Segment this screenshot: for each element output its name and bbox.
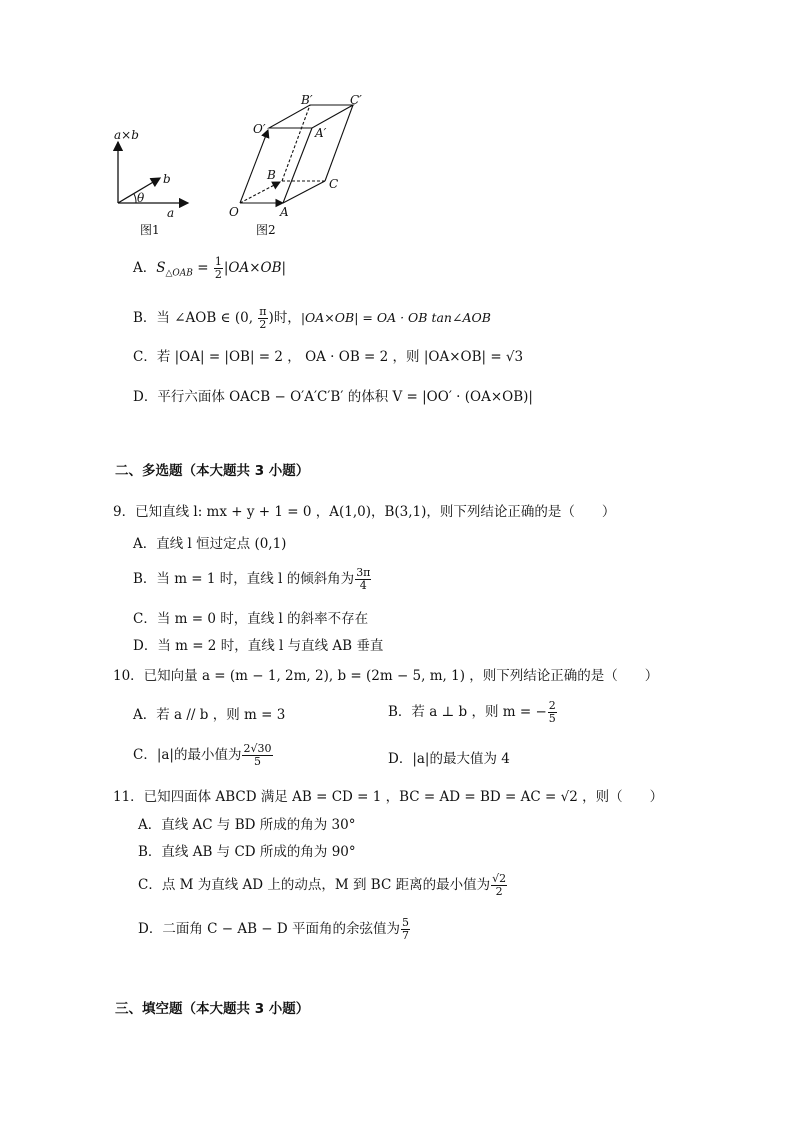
fig2-label-O: O — [229, 205, 239, 219]
q11-stem: 11．已知四面体 ABCD 满足 AB = CD = 1 ，BC = AD = BD = AC = √2 ，则（ ） — [113, 789, 664, 805]
fig2-label-O1: O′ — [253, 122, 266, 136]
q11-option-a: A．直线 AC 与 BD 所成的角为 30° — [138, 817, 356, 833]
fig1-label-b: b — [163, 172, 171, 186]
q10-stem: 10．已知向量 a = (m − 1, 2m, 2), b = (2m − 5, m, 1) ，则下列结论正确的是（ ） — [113, 668, 659, 684]
fig1-label-theta: θ — [137, 191, 145, 205]
fig2-label-B1: B′ — [301, 93, 313, 107]
q8-option-d: D．平行六面体 OACB − O′A′C′B′ 的体积 V = |OO′ · (OA×OB)| — [133, 389, 533, 405]
fig2-label-C: C — [329, 177, 339, 191]
fig2-label-A: A — [280, 205, 289, 219]
q11-option-b: B．直线 AB 与 CD 所成的角为 90° — [138, 844, 356, 860]
section-3-title: 三、填空题（本大题共 3 小题） — [115, 1001, 310, 1017]
q8-option-b: B．当 ∠AOB ∈ (0, $\frac{\pi}{2}$ )时，|OA×OB| = OA · OB tan∠AOB — [133, 305, 491, 331]
fig2-label-C1: C′ — [350, 93, 362, 107]
q11-option-d: D．二面角 C − AB − D 平面角的余弦值为 $\frac{5}{7}$ — [138, 916, 410, 942]
q9-option-c: C．当 m = 0 时，直线 l 的斜率不存在 — [133, 611, 369, 627]
fig1-label-axb: a×b — [114, 128, 139, 142]
figure-2-parallelepiped — [225, 95, 375, 220]
q8-option-a: A．$S_{\triangle OAB}$ = $\frac{1}{2}$ |OA×OB| — [133, 255, 287, 281]
section-2-title: 二、多选题（本大题共 3 小题） — [115, 463, 310, 479]
q10-option-c: C．|a|的最小值为 $\frac{2√30}{5}$ — [133, 742, 272, 768]
q10-option-a: A．若 a // b ，则 m = 3 — [133, 707, 286, 723]
q9-stem: 9．已知直线 l: mx + y + 1 = 0 ，A(1,0)，B(3,1)，则下列结论正确的是（ ） — [113, 504, 616, 520]
fig2-label-B: B — [267, 168, 276, 182]
q10-option-b: B．若 a ⊥ b ，则 m = − $\frac{2}{5}$ — [388, 699, 556, 725]
q9-option-a: A．直线 l 恒过定点 (0,1) — [133, 536, 287, 552]
fig1-caption: 图1 — [140, 223, 160, 237]
q8-option-c: C．若 |OA| = |OB| = 2 ， OA · OB = 2 ，则 |OA×OB| = √3 — [133, 349, 524, 365]
q10-option-d: D．|a|的最大值为 4 — [388, 751, 510, 767]
fig2-label-A1: A′ — [315, 126, 327, 140]
q9-option-b: B．当 m = 1 时，直线 l 的倾斜角为 $\frac{3\pi}{4}$ — [133, 566, 371, 592]
fig1-label-a: a — [167, 206, 175, 220]
theta-arc — [134, 194, 136, 203]
fig2-caption: 图2 — [256, 223, 276, 237]
q9-option-d: D．当 m = 2 时，直线 l 与直线 AB 垂直 — [133, 638, 384, 654]
q11-option-c: C．点 M 为直线 AD 上的动点，M 到 BC 距离的最小值为 $\frac{√2}{2}$ — [138, 872, 507, 898]
